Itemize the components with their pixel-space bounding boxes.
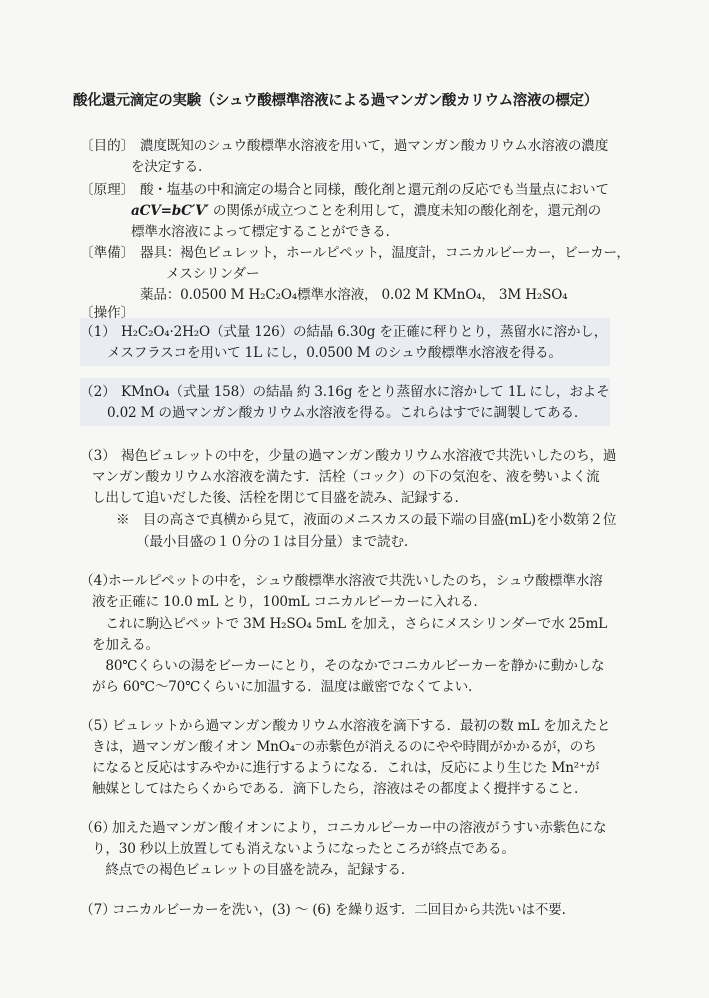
step-line: これに駒込ピペットで 3M H₂SO₄ 5mL を加え，さらにメスシリンダーで水 25mL [92, 616, 607, 632]
step-line: ビュレットから過マンガン酸カリウム水溶液を滴下する．最初の数 mL を加えたと [112, 718, 611, 734]
step-number: （3） [80, 448, 116, 464]
principle-formula: aCV=bC′V′ [131, 203, 209, 219]
step-line: 加えた過マンガン酸イオンにより，コニカルビーカー中の溶液がうすい赤紫色にな [112, 820, 607, 836]
step-line: ホールピペットの中を，シュウ酸標準水溶液で共洗いしたのち，シュウ酸標準水溶 [108, 573, 603, 589]
step-line: がら 60℃～70℃くらいに加温する．温度は厳密でなくてよい. [92, 679, 473, 695]
step-line: メスフラスコを用いて 1L にし，0.0500 M のシュウ酸標準水溶液を得る。 [107, 345, 562, 361]
procedure-label: 〔操作〕 [80, 305, 135, 321]
purpose-label: 〔目的〕 [80, 138, 135, 154]
step-line: 褐色ビュレットの中を，少量の過マンガン酸カリウム水溶液で共洗いしたのち，過 [121, 448, 617, 464]
step-line: 触媒としてはたらくからである．滴下したら，溶液はその都度よく攪拌すること. [92, 781, 579, 797]
step-line: を加える。 [92, 637, 159, 653]
step-line: 終点での褐色ビュレットの目盛を読み，記録する. [92, 862, 405, 878]
equipment-line: メスシリンダー [166, 266, 260, 282]
step-line: 液を正確に 10.0 mL とり，100mL コニカルビーカーに入れる. [92, 594, 478, 610]
step-number: （2） [80, 384, 116, 400]
preparation-label: 〔準備〕 [80, 245, 135, 261]
step-line: きは，過マンガン酸イオン MnO₄⁻の赤紫色が消えるのにやや時間がかかるが，のち [92, 739, 597, 755]
purpose-line: を決定する. [131, 159, 203, 175]
step-line: KMnO₄（式量 158）の結晶 約 3.16g をとり蒸留水に溶かして 1L にし，およそ [121, 384, 610, 400]
principle-label: 〔原理〕 [80, 182, 135, 198]
principle-line: 標準水溶液によって標定することができる. [131, 224, 390, 240]
step-number: （6） [80, 820, 116, 836]
step-number: （4） [80, 573, 116, 589]
equipment-line: 器具：褐色ビュレット，ホールピペット，温度計，コニカルビーカー，ビーカー， [140, 245, 630, 261]
step-line: H₂C₂O₄·2H₂O（式量 126）の結晶 6.30g を正確に秤りとり，蒸留水に溶かし， [121, 324, 608, 340]
step-note: ※ 目の高さで真横から見て，液面のメニスカスの最下端の目盛(mL)を小数第２位 [116, 512, 617, 528]
principle-line [131, 201, 601, 221]
step-number: （7） [80, 902, 116, 918]
step-line: 80℃くらいの湯をビーカーにとり，そのなかでコニカルビーカーを静かに動かしな [92, 658, 605, 674]
step-line: になると反応はすみやかに進行するようになる．これは，反応により生じた Mn²⁺が [92, 760, 600, 776]
purpose-line: 濃度既知のシュウ酸標準水溶液を用いて，過マンガン酸カリウム水溶液の濃度 [140, 138, 609, 154]
document-title: 酸化還元滴定の実験（シュウ酸標準溶液による過マンガン酸カリウム溶液の標定） [73, 93, 598, 109]
step-line: マンガン酸カリウム水溶液を満たす．活栓（コック）の下の気泡を、液を勢いよく流 [92, 469, 600, 485]
step-number: （1） [80, 324, 116, 340]
step-number: （5） [80, 718, 116, 734]
step-line: コニカルビーカーを洗い，(3) ～ (6) を繰り返す．二回目から共洗いは不要. [112, 902, 566, 918]
step-line: り，30 秒以上放置しても消えないようになったところが終点である。 [92, 841, 515, 857]
reagents-line: 薬品：0.0500 M H₂C₂O₄標準水溶液， 0.02 M KMnO₄， 3M H₂SO₄ [140, 287, 568, 303]
principle-line: 酸・塩基の中和滴定の場合と同様，酸化剤と還元剤の反応でも当量点において [140, 182, 609, 198]
step-note: （最小目盛の１０分の１は目分量）まで読む. [136, 534, 408, 550]
principle-line-rest: の関係が成立つことを利用して，濃度未知の酸化剤を，還元剤の [208, 203, 602, 219]
step-line: し出して追いだした後、活栓を閉じて目盛を読み、記録する. [92, 490, 459, 506]
step-line: 0.02 M の過マンガン酸カリウム水溶液を得る。これらはすでに調製してある. [107, 405, 579, 421]
